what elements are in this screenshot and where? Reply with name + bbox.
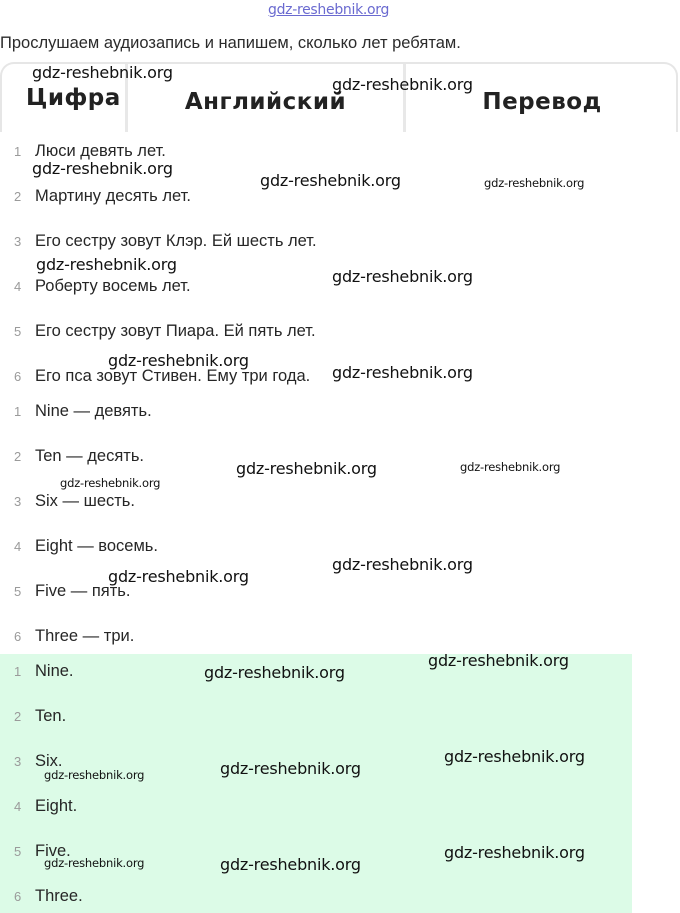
watermark: gdz-reshebnik.org (220, 759, 361, 778)
watermark: gdz-reshebnik.org (484, 176, 585, 190)
row-text: Five — пять. (35, 581, 131, 600)
row-number: 5 (14, 583, 22, 599)
column-header-english: Английский (128, 64, 406, 132)
table-row (0, 577, 640, 605)
table-row (0, 622, 640, 650)
row-text: Nine — девять. (35, 401, 152, 420)
table-row (0, 317, 640, 345)
row-number: 1 (14, 403, 22, 419)
watermark: gdz-reshebnik.org (444, 843, 585, 862)
row-text: Six — шесть. (35, 491, 135, 510)
row-number: 2 (14, 188, 22, 204)
row-number: 1 (14, 143, 22, 159)
table-row (0, 792, 640, 820)
table-row (0, 362, 640, 390)
row-number: 4 (14, 538, 22, 554)
row-text: Ten. (35, 706, 67, 725)
row-text: Three — три. (35, 626, 135, 645)
row-text: Роберту восемь лет. (35, 276, 191, 295)
table-row (0, 702, 640, 730)
watermark: gdz-reshebnik.org (460, 460, 561, 474)
row-number: 4 (14, 278, 22, 294)
row-text: Его пса зовут Стивен. Ему три года. (35, 366, 311, 385)
watermark: gdz-reshebnik.org (204, 663, 345, 682)
table-row (0, 532, 640, 560)
row-number: 5 (14, 323, 22, 339)
table-row (0, 487, 640, 515)
watermark: gdz-reshebnik.org (332, 267, 473, 286)
row-number: 4 (14, 798, 22, 814)
column-header-digit: Цифра (2, 64, 128, 132)
watermark: gdz-reshebnik.org (332, 75, 473, 94)
row-text: Three. (35, 886, 83, 905)
watermark: gdz-reshebnik.org (60, 476, 161, 490)
row-text: Его сестру зовут Пиара. Ей пять лет. (35, 321, 316, 340)
row-text: Nine. (35, 661, 74, 680)
row-number: 6 (14, 628, 22, 644)
row-number: 6 (14, 368, 22, 384)
row-number: 1 (14, 663, 22, 679)
row-text: Eight. (35, 796, 78, 815)
column-header-translation: Перевод (482, 89, 602, 115)
watermark: gdz-reshebnik.org (428, 651, 569, 670)
watermark: gdz-reshebnik.org (108, 351, 249, 370)
row-number: 6 (14, 888, 22, 904)
table-row (0, 397, 640, 425)
row-text: Ten — десять. (35, 446, 144, 465)
row-text: Six. (35, 751, 63, 770)
row-text: Five. (35, 841, 71, 860)
watermark: gdz-reshebnik.org (332, 555, 473, 574)
watermark: gdz-reshebnik.org (260, 171, 401, 190)
intro-text: Прослушаем аудиозапись и напишем, сколько лет ребятам. (0, 34, 461, 52)
watermark: gdz-reshebnik.org (236, 459, 377, 478)
row-number: 3 (14, 753, 22, 769)
watermark: gdz-reshebnik.org (32, 63, 173, 82)
watermark: gdz-reshebnik.org (44, 856, 145, 870)
watermark: gdz-reshebnik.org (108, 567, 249, 586)
row-number: 2 (14, 708, 22, 724)
row-number: 5 (14, 843, 22, 859)
watermark: gdz-reshebnik.org (32, 159, 173, 178)
watermark: gdz-reshebnik.org (44, 768, 145, 782)
site-link[interactable]: gdz-reshebnik.org (268, 2, 390, 18)
table-row (0, 882, 640, 910)
watermark: gdz-reshebnik.org (332, 363, 473, 382)
row-text: Eight — восемь. (35, 536, 158, 555)
row-number: 3 (14, 493, 22, 509)
row-number: 3 (14, 233, 22, 249)
table-row (0, 272, 640, 300)
watermark: gdz-reshebnik.org (444, 747, 585, 766)
watermark: gdz-reshebnik.org (220, 855, 361, 874)
answer-highlight (0, 654, 632, 913)
watermark: gdz-reshebnik.org (36, 255, 177, 274)
row-text: Люси девять лет. (35, 141, 166, 160)
table-row (0, 227, 640, 255)
row-text: Мартину десять лет. (35, 186, 191, 205)
row-number: 2 (14, 448, 22, 464)
row-text: Его сестру зовут Клэр. Ей шесть лет. (35, 231, 317, 250)
